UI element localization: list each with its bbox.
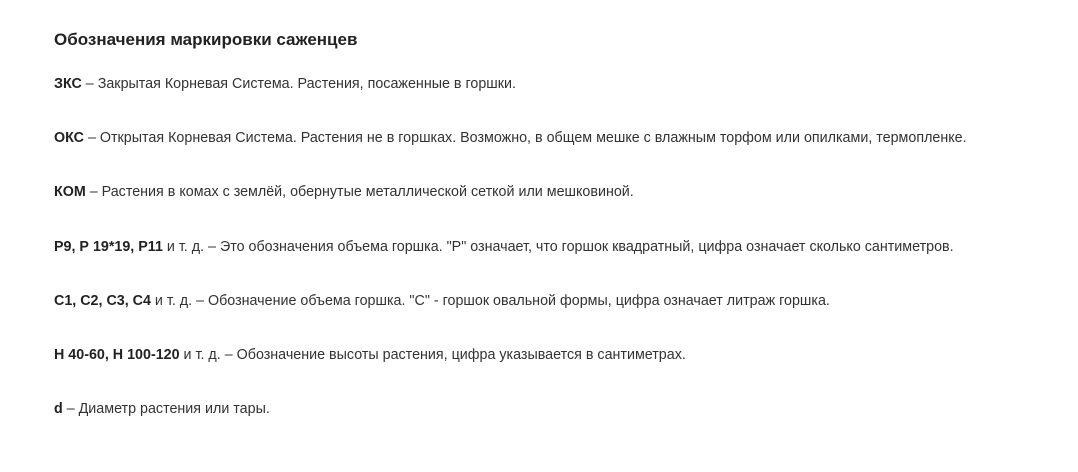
entry-description: – Закрытая Корневая Система. Растения, посаженные в горшки. xyxy=(81,76,516,92)
entry-description: – Обозначение высоты растения, цифра указывается в сантиметрах. xyxy=(220,347,686,363)
entry-term: Н 40-60, Н 100-120 xyxy=(54,347,180,363)
entry-description: – Это обозначения объема горшка. "Р" означает, что горшок квадратный, цифра означает сколько сантиметров. xyxy=(204,239,954,255)
entry-description: – Обозначение объема горшка. "С" - горшок овальной формы, цифра означает литраж горшка. xyxy=(192,293,830,309)
entry-term: КОМ xyxy=(54,184,86,200)
legend-entry-kom xyxy=(54,182,634,202)
legend-entry-p-pot xyxy=(54,237,954,257)
entry-term: ЗКС xyxy=(54,76,82,92)
entry-term: Р9, Р 19*19, Р11 xyxy=(54,239,163,255)
legend-entry-oks xyxy=(54,128,967,148)
entry-term: С1, С2, С3, С4 xyxy=(54,293,151,309)
legend-entry-diameter xyxy=(54,399,270,419)
entry-suffix: и т. д. xyxy=(162,239,205,255)
entry-term: d xyxy=(54,401,63,417)
entry-description: – Диаметр растения или тары. xyxy=(62,401,270,417)
entry-suffix: и т. д. xyxy=(179,347,221,363)
entry-term: ОКС xyxy=(54,130,84,146)
entry-description: – Растения в комах с землёй, обернутые металлической сеткой или мешковиной. xyxy=(85,184,634,200)
entry-suffix: и т. д. xyxy=(150,293,193,309)
legend-entry-zks xyxy=(54,74,516,94)
entry-description: – Открытая Корневая Система. Растения не в горшках. Возможно, в общем мешке с влажным торфом или опилками, термопленке. xyxy=(83,130,967,146)
legend-entry-c-pot xyxy=(54,291,830,311)
legend-entry-height xyxy=(54,345,686,365)
section-title: Обозначения маркировки саженцев xyxy=(54,30,358,49)
